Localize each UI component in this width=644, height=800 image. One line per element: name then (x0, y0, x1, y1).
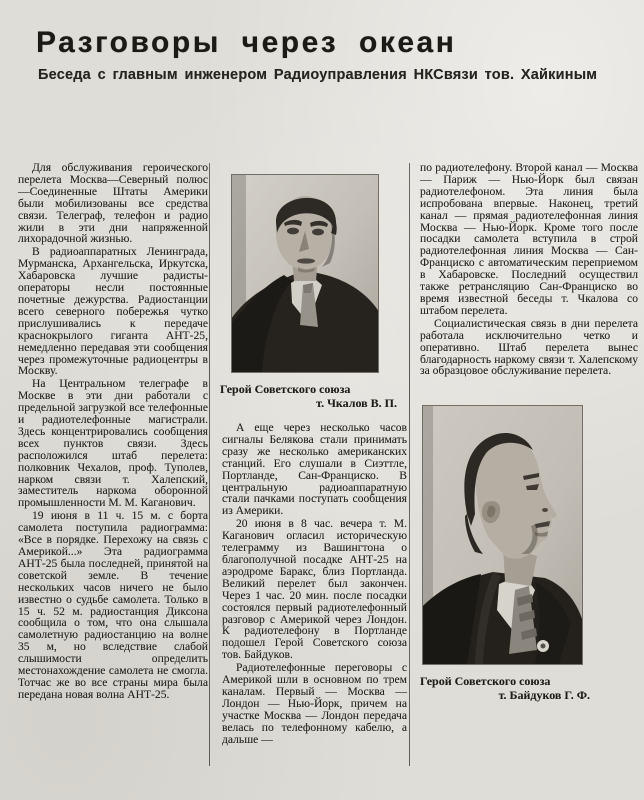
caption-line: Герой Советского союза (220, 382, 351, 396)
portrait-baydukov-photo (422, 405, 583, 665)
caption-line: Герой Советского союза (420, 674, 551, 689)
article-column-2 (222, 162, 407, 746)
paragraph: В радиоаппаратных Ленинграда, Мурманска, Архангельска, Иркутска, Хабаровска лучшие радисты-операторы несли постоянные почетные дежурства. Радиостанции всего северного побережья чутко прислушивались к передаче краснокрылого гиганта АНТ-25, немедленно передавая эти сообщения через промежуточные радиоцентры в Москву. (18, 245, 208, 378)
paragraph: Радиотелефонные переговоры с Америкой шли в основном по трем каналам. Первый — Москва — Лондон — Нью-Йорк, причем на участке Москва — Лондон передача велась по телефонному кабелю, а дальше — (222, 661, 407, 746)
portrait-baydukov-image (423, 406, 582, 664)
page-subtitle: Беседа с главным инженером Радиоуправления НКСвязи тов. Хайкиным (38, 67, 598, 83)
paragraph: На Центральном телеграфе в Москве в эти дни работали с предельной загрузкой все телефонные и радиотелефонные магистрали. Здесь концентрировались сообщения всех пунктов связи. Здесь расположился штаб перелета: полковник Чехалов, проф. Туполев, нарком связи т. Халепский, заместитель наркома оборонной промышленности М. М. Каганович. (18, 377, 208, 510)
paragraph: 19 июня в 11 ч. 15 м. с борта самолета поступила радиограмма: «Все в порядке. Перехожу на связь с Америкой...» Эта радиограмма АНТ-25 была последней, принятой на советской земле. В течение нескольких часов ничего не было известно о судьбе самолета. Только в 15 ч. 52 м. радиостанция Диксона сообщила о том, что она слышала самолетную радиостанцию на волне 35 м, но вследствие слабой слышимости определить местонахождение самолета не смогла. Тотчас же во все страны мира была передана новая волна АНТ-25. (18, 509, 208, 701)
article-column-3 (420, 162, 638, 702)
paragraph: 20 июня в 8 час. вечера т. М. Каганович огласил историческую телеграмму из Вашингтона о благополучной посадке АНТ-25 на аэродроме Баракс, близ Портланда. Великий перелет был закончен. Через 1 час. 20 мин. после посадки состоялся первый радиотелефонный разговор с Америкой через Лондон. К радиотелефону в Портланде подошел Герой Советского союза тов. Байдуков. (222, 517, 407, 662)
column-divider-2 (409, 163, 410, 766)
article-column-1 (18, 162, 208, 702)
paragraph: А еще через несколько часов сигналы Белякова стали принимать сразу же несколько американских станций. Его слушали в Сиэттле, Портланде, Сан-Франциско. В центральную радиоаппаратную стали пачками поступать сообщения из Америки. (222, 421, 407, 518)
caption-line: т. Байдуков Г. Ф. (498, 687, 590, 702)
column-divider-1 (209, 163, 210, 766)
paragraph: по радиотелефону. Второй канал — Москва — Париж — Нью-Йорк был связан радиотелефоном. Эта линия была испробована впервые. Наконец, третий канал — прямая радиотелефонная линия Москва — Нью-Йорк. Кроме того после посадки самолета вступила в строй радиотелефонная линия Москва — Сан-Франциско с автоматическим переприемом в Хабаровске. Последний осуществил также ретрансляцию Сан-Франциско во время известной беседы т. Чкалова со штабом перелета. (420, 161, 638, 317)
photo-caption-baydukov (420, 675, 638, 702)
caption-line: т. Чкалов В. П. (316, 395, 397, 410)
photo-caption-chkalov (220, 383, 407, 410)
portrait-chkalov-photo (231, 174, 379, 373)
page-title: Разговоры через океан (36, 26, 457, 59)
portrait-chkalov-image (232, 175, 378, 372)
paragraph: Для обслуживания героического перелета Москва—Северный полюс—Соединенные Штаты Америки были мобилизованы все средства связи. Телеграф, телефон и радио жили в эти дни напряженной лихорадочной жизнью. (18, 161, 208, 246)
paragraph: Социалистическая связь в дни перелета работала исключительно четко и оперативно. Штаб перелета вынес благодарность наркому связи т. Халепскому за образцовое обслуживание перелета. (420, 316, 638, 378)
